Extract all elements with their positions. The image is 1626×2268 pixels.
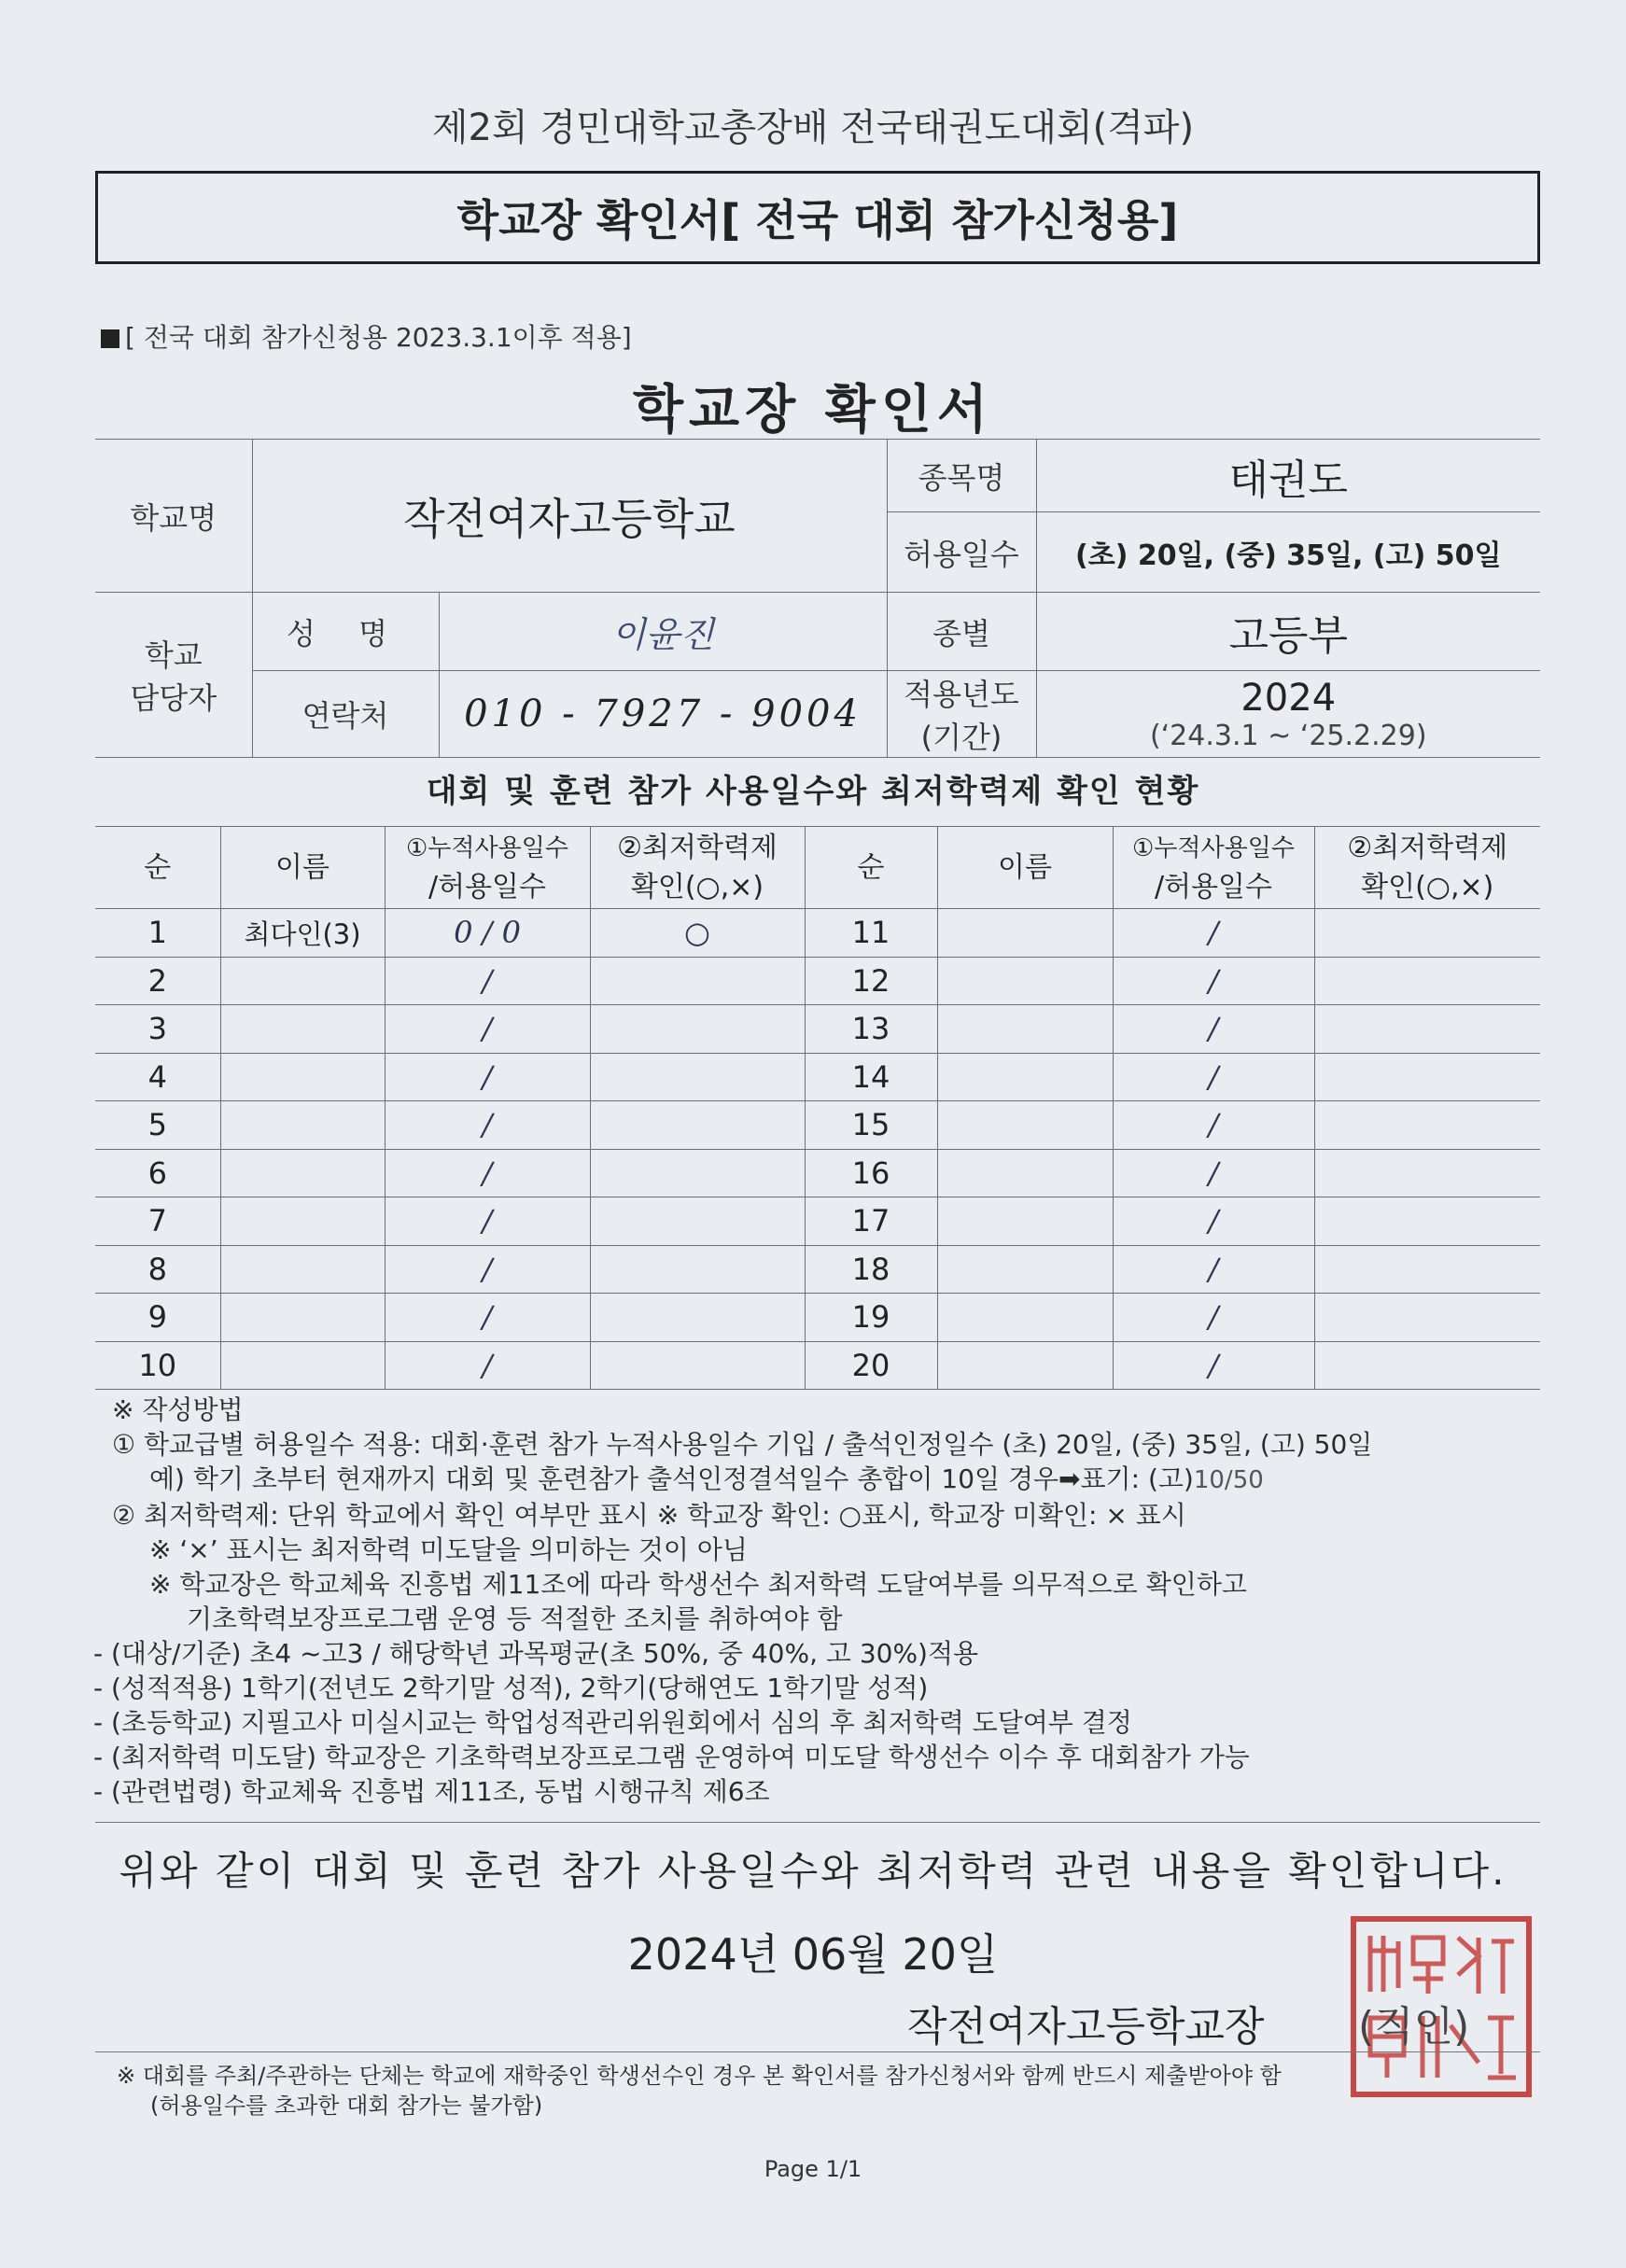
footnote [117, 2061, 1535, 2121]
roster-title: 대회 및 훈련 참가 사용일수와 최저학력제 확인 현황 [426, 773, 1200, 810]
days-used: / [1113, 1197, 1314, 1246]
table-row [95, 1294, 1540, 1342]
method-heading: ※ 작성방법 [112, 1394, 244, 1425]
year-label [887, 671, 1036, 758]
student-name [220, 1005, 385, 1054]
student-name [220, 1294, 385, 1342]
event-title: 제2회 경민대학교총장배 전국태권도대회(격파) [431, 106, 1195, 149]
col-no-left: 순 [95, 827, 220, 909]
min-academic-check [590, 957, 805, 1005]
row-number: 3 [95, 1005, 220, 1054]
days-used: / [1113, 957, 1314, 1005]
days-used: / [385, 957, 590, 1005]
min-academic-check [1314, 1005, 1540, 1054]
phone-label: 연락처 [252, 671, 439, 758]
days-used: / [1113, 1005, 1314, 1054]
footnote-line2: (허용일수를 초과한 대회 참가는 불가함) [150, 2093, 543, 2119]
event-label: 종목명 [887, 440, 1036, 512]
school-label: 학교명 [95, 440, 252, 593]
row-number: 7 [95, 1197, 220, 1246]
allowed-days-value: (초) 20일, (중) 35일, (고) 50일 [1036, 512, 1540, 593]
row-number: 5 [95, 1101, 220, 1150]
student-name [937, 1245, 1113, 1294]
row-number: 2 [95, 957, 220, 1005]
division-label: 종별 [887, 593, 1036, 671]
col-min-left: ②최저학력제 확인(○,×) [590, 827, 805, 909]
days-used: / [385, 1005, 590, 1054]
divider-line [95, 1822, 1540, 1823]
days-used: / [1113, 1101, 1314, 1150]
min-academic-check [1314, 1053, 1540, 1101]
student-name [937, 1149, 1113, 1197]
min-academic-check [590, 1294, 805, 1342]
student-name [220, 1053, 385, 1101]
col-no-right: 순 [805, 827, 937, 909]
table-row [95, 1101, 1540, 1150]
year-period: (‘24.3.1 ~ ‘25.2.29) [1149, 719, 1427, 752]
col-name-right: 이름 [937, 827, 1113, 909]
table-row [95, 1005, 1540, 1054]
days-used: / [385, 1197, 590, 1246]
row-number: 16 [805, 1149, 937, 1197]
student-name [937, 1294, 1113, 1342]
row-number: 6 [95, 1149, 220, 1197]
days-used: / [385, 1053, 590, 1101]
row-number: 9 [95, 1294, 220, 1342]
min-academic-check [590, 1149, 805, 1197]
table-row [95, 1341, 1540, 1390]
table-row [95, 1197, 1540, 1246]
col-days-left: ①누적사용일수 /허용일수 [385, 827, 590, 909]
min-academic-check [1314, 957, 1540, 1005]
method-line7: - (대상/기준) 초4 ~고3 / 해당학년 과목평균(초 50%, 중 40%, 고 30%)적용 [93, 1638, 979, 1669]
confirm-statement: 위와 같이 대회 및 훈련 참가 사용일수와 최저학력 관련 내용을 확인합니다. [119, 1848, 1507, 1894]
student-name [937, 1101, 1113, 1150]
days-used: / [385, 1341, 590, 1390]
table-row [95, 1245, 1540, 1294]
col-min-right: ②최저학력제 확인(○,×) [1314, 827, 1540, 909]
year-value: 2024 [1241, 676, 1337, 720]
min-academic-check [590, 1197, 805, 1246]
method-line3: ② 최저학력제: 단위 학교에서 확인 여부만 표시 ※ 학교장 확인: ○표시, 학교장 미확인: × 표시 [112, 1500, 1186, 1531]
row-number: 11 [805, 909, 937, 958]
min-academic-check [1314, 1294, 1540, 1342]
divider-line-footer [95, 2051, 1540, 2052]
student-name [937, 909, 1113, 958]
method-line9: - (초등학교) 지필고사 미실시교는 학업성적관리위원회에서 심의 후 최저학력 도달여부 결정 [93, 1707, 1132, 1738]
row-number: 14 [805, 1053, 937, 1101]
col-name-left: 이름 [220, 827, 385, 909]
student-name [220, 1341, 385, 1390]
division-value: 고등부 [1036, 593, 1540, 671]
days-used: / [385, 1149, 590, 1197]
row-number: 10 [95, 1341, 220, 1390]
row-number: 15 [805, 1101, 937, 1150]
min-academic-check [590, 1005, 805, 1054]
student-name [937, 1197, 1113, 1246]
min-academic-check [1314, 1197, 1540, 1246]
student-name [937, 1005, 1113, 1054]
apply-note [101, 317, 632, 355]
apply-note-text: [ 전국 대회 참가신청용 2023.3.1이후 적용] [125, 322, 632, 353]
student-name [937, 1053, 1113, 1101]
year-label-line2: (기간) [920, 720, 1002, 755]
row-number: 13 [805, 1005, 937, 1054]
info-table [95, 439, 1540, 758]
contact-group-label-line2: 담당자 [130, 680, 217, 716]
method-line1: ① 학교급별 허용일수 적용: 대회·훈련 참가 누적사용일수 기입 / 출석인정일수 (초) 20일, (중) 35일, (고) 50일 [112, 1429, 1373, 1460]
document-title-box [95, 171, 1540, 264]
min-academic-check [1314, 1101, 1540, 1150]
document-title: 학교장 확인서[ 전국 대회 참가신청용] [456, 195, 1179, 245]
method-line4: ※ ‘×’ 표시는 최저학력 미도달을 의미하는 것이 아님 [149, 1534, 748, 1565]
min-academic-check [1314, 1149, 1540, 1197]
min-academic-check [1314, 1245, 1540, 1294]
days-used: / [1113, 1245, 1314, 1294]
row-number: 1 [95, 909, 220, 958]
writing-method [93, 1393, 1549, 1809]
row-number: 12 [805, 957, 937, 1005]
student-name [220, 1149, 385, 1197]
row-number: 8 [95, 1245, 220, 1294]
table-row [95, 1149, 1540, 1197]
method-line6: 기초학력보장프로그램 운영 등 적절한 조치를 취하여야 함 [187, 1603, 843, 1634]
days-used: / [1113, 1341, 1314, 1390]
student-name: 최다인(3) [220, 909, 385, 958]
min-academic-check [590, 1341, 805, 1390]
days-used: / [1113, 1149, 1314, 1197]
method-line10: - (최저학력 미도달) 학교장은 기초학력보장프로그램 운영하여 미도달 학생선수 이수 후 대회참가 가능 [93, 1742, 1250, 1772]
min-academic-check [1314, 909, 1540, 958]
issue-date: 2024년 06월 20일 [627, 1929, 999, 1980]
table-row [95, 1053, 1540, 1101]
days-used: / [385, 1245, 590, 1294]
black-square-icon [101, 329, 119, 348]
main-title: 학교장 확인서 [632, 380, 994, 441]
days-used: / [385, 1101, 590, 1150]
student-name [220, 1101, 385, 1150]
row-number: 4 [95, 1053, 220, 1101]
method-line5: ※ 학교장은 학교체육 진흥법 제11조에 따라 학생선수 최저학력 도달여부를 의무적으로 확인하고 [149, 1569, 1247, 1600]
days-used: / [1113, 909, 1314, 958]
roster-table [95, 826, 1540, 1390]
days-used: / [385, 1294, 590, 1342]
method-line11: - (관련법령) 학교체육 진흥법 제11조, 동법 시행규칙 제6조 [93, 1776, 770, 1807]
roster-body [95, 909, 1540, 1390]
min-academic-check [590, 1053, 805, 1101]
student-name [220, 957, 385, 1005]
days-used: / [1113, 1294, 1314, 1342]
contact-group-label-line1: 학교 [144, 637, 203, 673]
student-name [220, 1197, 385, 1246]
min-academic-check [590, 1245, 805, 1294]
year-label-line1: 적용년도 [904, 677, 1019, 712]
student-name [220, 1245, 385, 1294]
phone-value: 010 - 7927 - 9004 [439, 671, 887, 758]
min-academic-check [1314, 1341, 1540, 1390]
principal-title: 작전여자고등학교장 [907, 2003, 1265, 2051]
row-number: 18 [805, 1245, 937, 1294]
page-number: Page 1/1 [764, 2156, 862, 2182]
student-name [937, 957, 1113, 1005]
event-value: 태권도 [1036, 440, 1540, 512]
year-cell [1036, 671, 1540, 758]
days-used: / [1113, 1053, 1314, 1101]
seal-text: (직인) [1358, 2003, 1470, 2051]
col-days-right: ①누적사용일수 /허용일수 [1113, 827, 1314, 909]
school-value: 작전여자고등학교 [252, 440, 887, 593]
days-used: 0 / 0 [385, 909, 590, 958]
student-name [937, 1341, 1113, 1390]
allowed-days-label: 허용일수 [887, 512, 1036, 593]
footnote-line1: ※ 대회를 주최/주관하는 단체는 학교에 재학중인 학생선수인 경우 본 확인서를 참가신청서와 함께 반드시 제출받아야 함 [117, 2063, 1282, 2089]
min-academic-check: ○ [590, 909, 805, 958]
method-line8: - (성적적용) 1학기(전년도 2학기말 성적), 2학기(당해연도 1학기말 성적) [93, 1673, 929, 1703]
row-number: 17 [805, 1197, 937, 1246]
row-number: 19 [805, 1294, 937, 1342]
contact-group-label [95, 593, 252, 758]
name-label: 성 명 [252, 593, 439, 671]
min-academic-check [590, 1101, 805, 1150]
table-row [95, 957, 1540, 1005]
table-row [95, 909, 1540, 958]
name-value: 이윤진 [439, 593, 887, 671]
method-line2: 예) 학기 초부터 현재까지 대회 및 훈련참가 출석인정결석일수 총합이 10일 경우➡표기: (고)10/50 [149, 1463, 1264, 1494]
row-number: 20 [805, 1341, 937, 1390]
